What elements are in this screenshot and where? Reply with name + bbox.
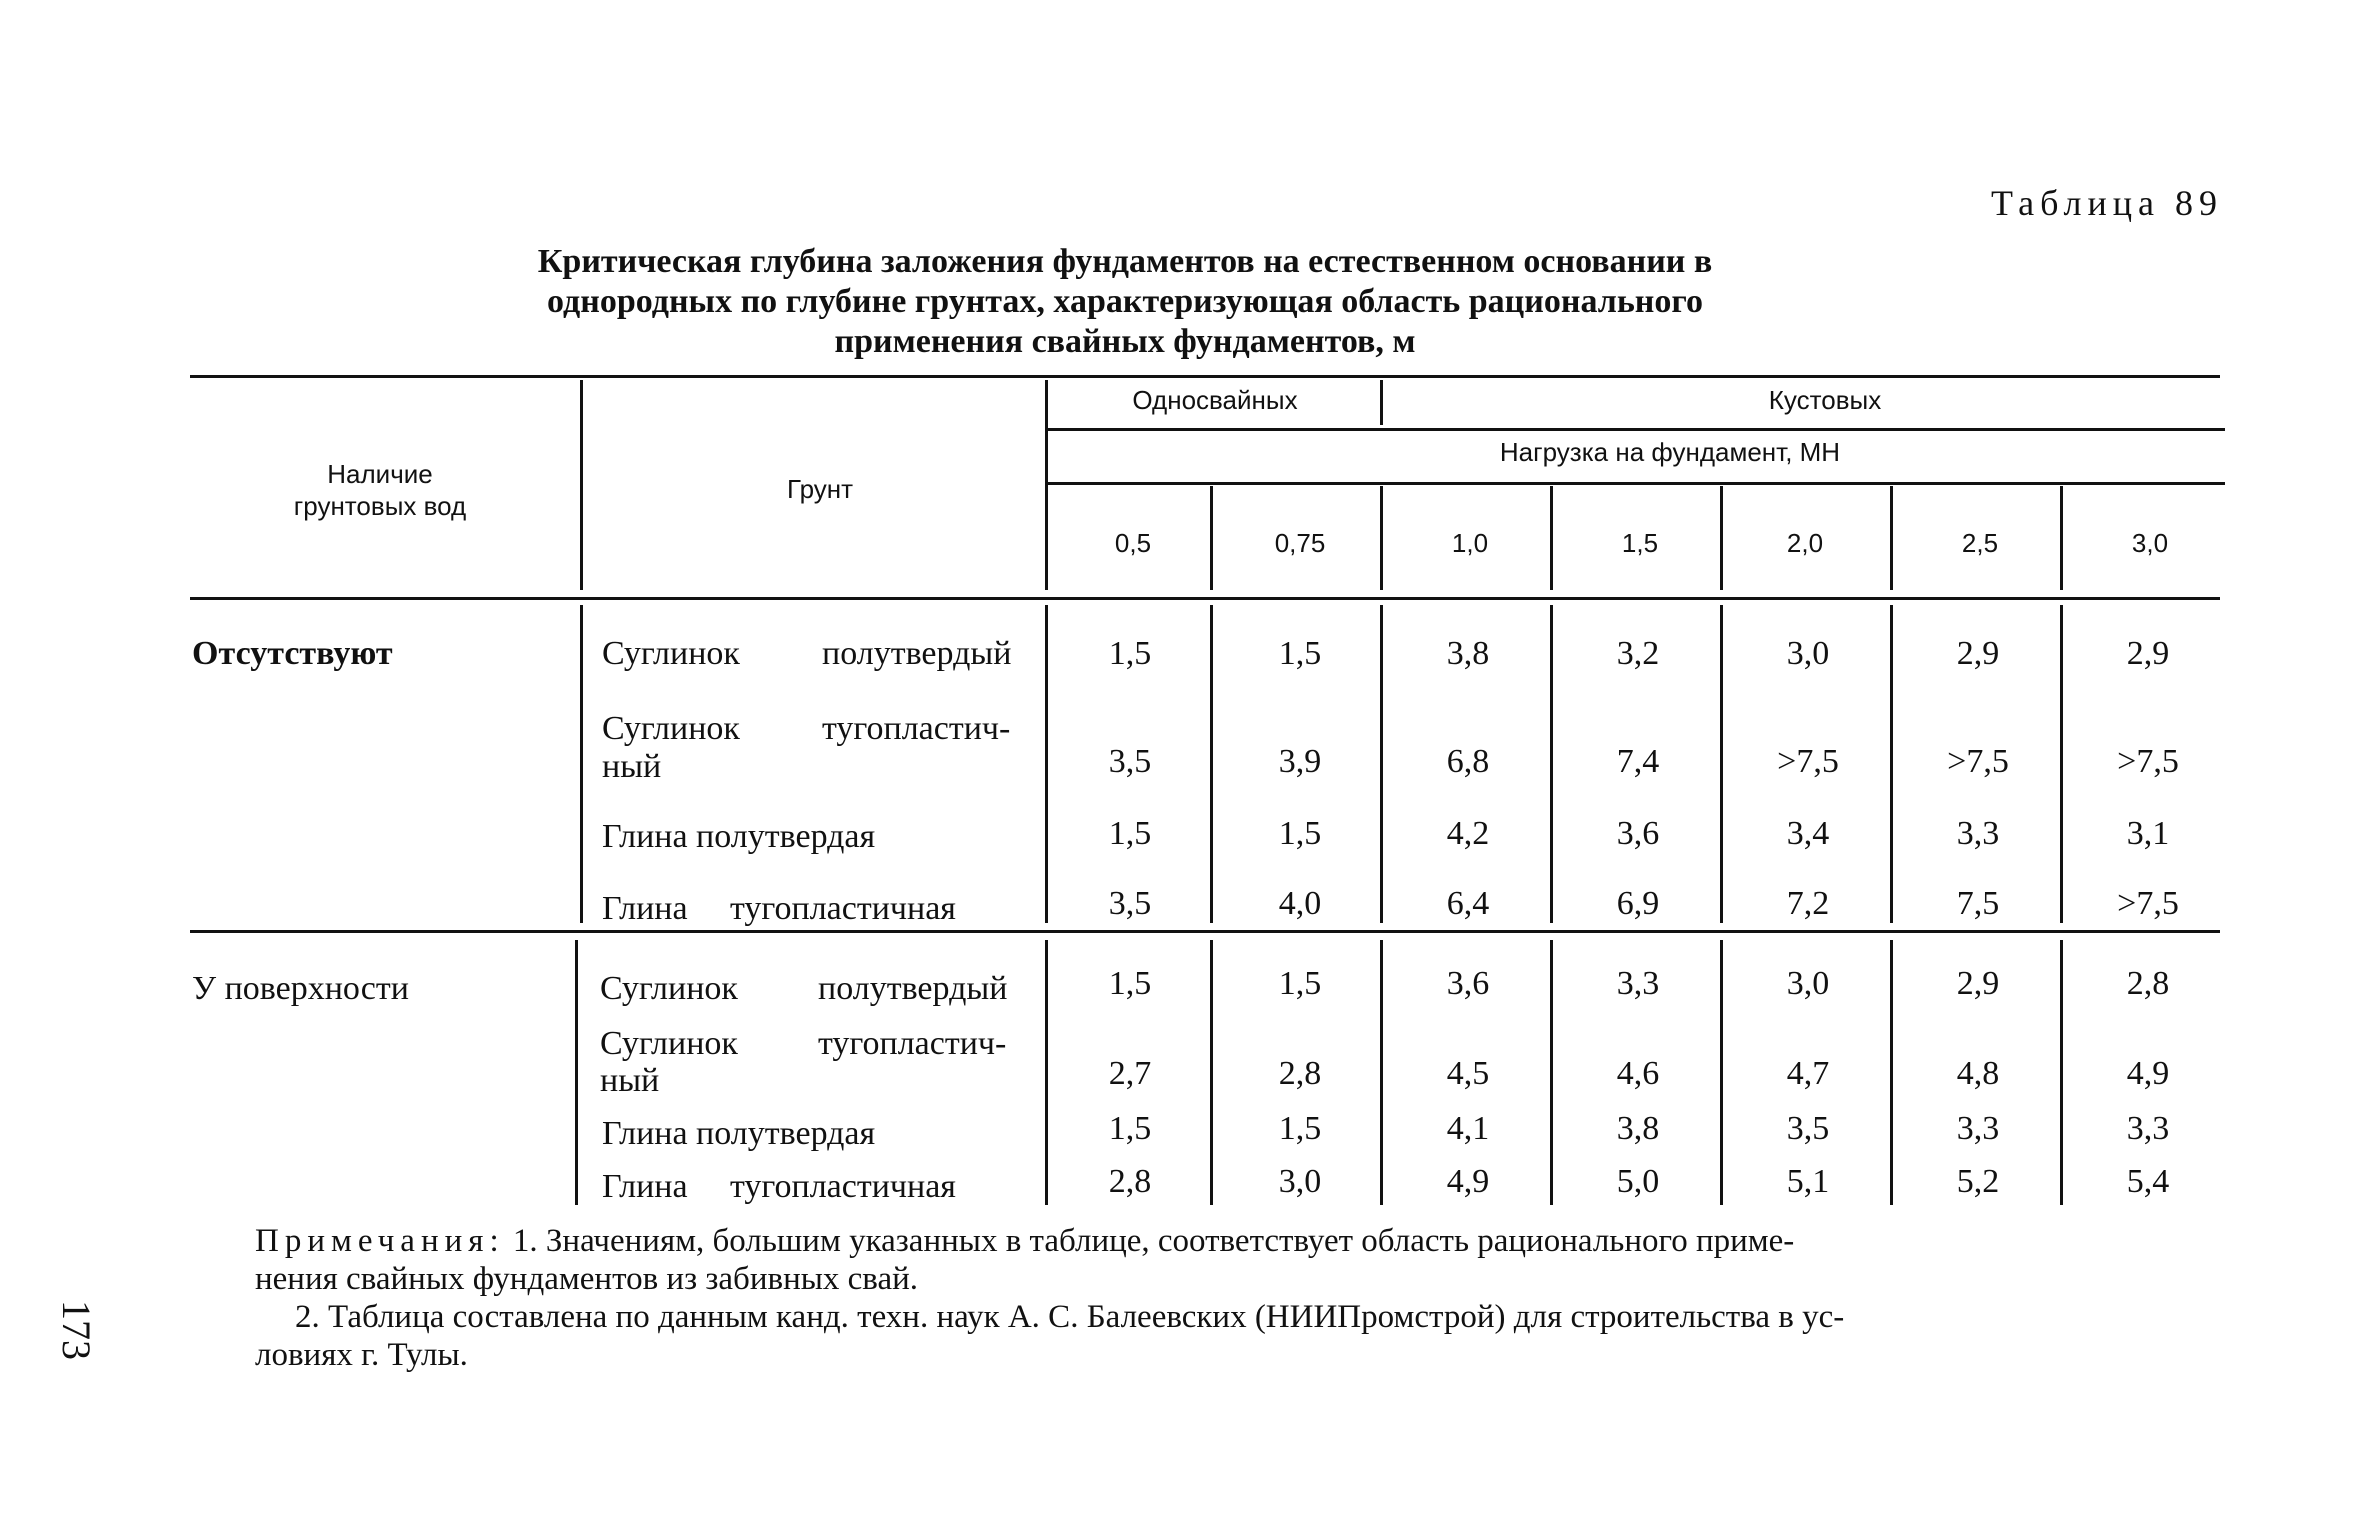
title-line: применения свайных фундаментов, м (834, 323, 1416, 360)
header-vline (1720, 486, 1723, 590)
cell-value: 4,1 (1446, 1110, 1490, 1147)
title-line: Критическая глубина заложения фундаментов на естественном основании в (537, 243, 1713, 280)
cell-value: 3,5 (1786, 1110, 1830, 1147)
note-line: нения свайных фундаментов из забивных свай. (255, 1261, 918, 1297)
body-vline (575, 940, 578, 1205)
group-name: У поверхности (192, 970, 409, 1007)
cell-value: 1,5 (1278, 1110, 1322, 1147)
soil-name: Глина (602, 1168, 688, 1205)
soil-name: Глина полутвердая (602, 818, 876, 855)
body-vline (1045, 605, 1048, 923)
cell-value: 3,1 (2126, 815, 2170, 852)
cell-value: 1,5 (1108, 1110, 1152, 1147)
cell-value: 4,2 (1446, 815, 1490, 852)
header-bottom-rule (190, 597, 2220, 600)
cell-value: 3,3 (2126, 1110, 2170, 1147)
cell-value: >7,5 (1777, 743, 1839, 780)
cell-value: 2,9 (2126, 635, 2170, 672)
header-cluster: Кустовых (1768, 385, 1882, 415)
header-vline (1045, 380, 1048, 590)
header-load-value: 0,75 (1274, 528, 1326, 558)
body-vline (1380, 940, 1383, 1205)
cell-value: 3,2 (1616, 635, 1660, 672)
header-soil: Грунт (786, 474, 854, 504)
cell-value: 3,0 (1278, 1163, 1322, 1200)
cell-value: 4,7 (1786, 1055, 1830, 1092)
header-vline (1210, 486, 1213, 590)
note-line (255, 1222, 2230, 1260)
cell-value: 2,9 (1956, 635, 2000, 672)
body-vline (1720, 940, 1723, 1205)
body-vline (2060, 940, 2063, 1205)
cell-value: 2,8 (1108, 1163, 1152, 1200)
body-vline (1550, 605, 1553, 923)
cell-value: 4,9 (2126, 1055, 2170, 1092)
cell-value: 3,6 (1446, 965, 1490, 1002)
cell-value: 3,0 (1786, 965, 1830, 1002)
cell-value: 6,9 (1616, 885, 1660, 922)
cell-value: 3,8 (1616, 1110, 1660, 1147)
header-load-value: 1,0 (1451, 528, 1489, 558)
header-load-value: 0,5 (1114, 528, 1152, 558)
header-vline (580, 380, 583, 590)
cell-value: 4,6 (1616, 1055, 1660, 1092)
soil-name: тугопластич- (822, 710, 1011, 747)
header-groundwater (230, 458, 530, 522)
soil-name: полутвердый (818, 970, 1008, 1007)
cell-value: 1,5 (1108, 965, 1152, 1002)
soil-name: Суглинок (600, 970, 738, 1007)
header-load: Нагрузка на фундамент, МН (1499, 437, 1841, 467)
cell-value: 3,5 (1108, 743, 1152, 780)
cell-value: >7,5 (2117, 743, 2179, 780)
cell-value: 3,5 (1108, 885, 1152, 922)
soil-name: Суглинок (600, 1025, 738, 1062)
header-groundwater-line: Наличие (327, 459, 433, 489)
header-vline (1380, 486, 1383, 590)
header-load-value: 1,5 (1621, 528, 1659, 558)
header-load-value: 2,5 (1961, 528, 1999, 558)
title-line: однородных по глубине грунтах, характеризующая область рационального (547, 283, 1703, 320)
note-line: 2. Таблица составлена по данным канд. техн. наук А. С. Балеевских (НИИПромстрой) для строительства в ус- (295, 1299, 1845, 1335)
soil-name: Глина (602, 890, 688, 927)
header-groundwater-line: грунтовых вод (293, 491, 467, 521)
header-rule-3 (1045, 482, 2225, 485)
body-vline (1210, 605, 1213, 923)
header-single-pile: Односвайных (1132, 385, 1298, 415)
body-vline (1380, 605, 1383, 923)
soil-name: Суглинок (602, 710, 740, 747)
cell-value: >7,5 (2117, 885, 2179, 922)
cell-value: 2,8 (2126, 965, 2170, 1002)
soil-name: тугопластич- (818, 1025, 1007, 1062)
group-divider-rule (190, 930, 2220, 933)
cell-value: 3,3 (1956, 1110, 2000, 1147)
header-load-value: 2,0 (1786, 528, 1824, 558)
cell-value: 1,5 (1278, 635, 1322, 672)
soil-name: тугопластичная (730, 890, 956, 927)
cell-value: 2,9 (1956, 965, 2000, 1002)
table-number: Таблица 89 (1991, 183, 2223, 223)
cell-value: 6,8 (1446, 743, 1490, 780)
table-top-rule (190, 375, 2220, 378)
header-rule-2 (1045, 428, 2225, 431)
group-name: Отсутствуют (192, 635, 393, 672)
body-vline (1720, 605, 1723, 923)
header-vline (1550, 486, 1553, 590)
cell-value: 1,5 (1278, 815, 1322, 852)
body-vline (1890, 940, 1893, 1205)
cell-value: 3,0 (1786, 635, 1830, 672)
cell-value: 3,3 (1616, 965, 1660, 1002)
cell-value: 5,1 (1786, 1163, 1830, 1200)
cell-value: 2,8 (1278, 1055, 1322, 1092)
page-number: 173 (54, 1300, 99, 1360)
soil-name: ный (600, 1062, 660, 1099)
soil-name: Суглинок (602, 635, 740, 672)
cell-value: 3,9 (1278, 743, 1322, 780)
cell-value: 1,5 (1278, 965, 1322, 1002)
body-vline (2060, 605, 2063, 923)
cell-value: 4,9 (1446, 1163, 1490, 1200)
notes (255, 1222, 2230, 1374)
cell-value: 7,4 (1616, 743, 1660, 780)
notes-label: Примечания: (255, 1223, 505, 1259)
body-vline (1550, 940, 1553, 1205)
cell-value: 1,5 (1108, 815, 1152, 852)
cell-value: 3,4 (1786, 815, 1830, 852)
cell-value: 3,8 (1446, 635, 1490, 672)
note-1-text: 1. Значениям, большим указанных в таблице, соответствует область рационального приме- (512, 1223, 1795, 1259)
cell-value: 2,7 (1108, 1055, 1152, 1092)
cell-value: 3,6 (1616, 815, 1660, 852)
body-vline (580, 605, 583, 923)
soil-name: ный (602, 748, 662, 785)
cell-value: 3,3 (1956, 815, 2000, 852)
cell-value: 5,4 (2126, 1163, 2170, 1200)
cell-value: 5,2 (1956, 1163, 2000, 1200)
body-vline (1890, 605, 1893, 923)
cell-value: 5,0 (1616, 1163, 1660, 1200)
cell-value: 7,2 (1786, 885, 1830, 922)
header-vline (1380, 380, 1383, 425)
header-load-value: 3,0 (2131, 528, 2169, 558)
cell-value: 4,0 (1278, 885, 1322, 922)
soil-name: полутвердый (822, 635, 1012, 672)
soil-name: Глина полутвердая (602, 1115, 876, 1152)
header-vline (1890, 486, 1893, 590)
cell-value: 1,5 (1108, 635, 1152, 672)
header-vline (2060, 486, 2063, 590)
body-vline (1210, 940, 1213, 1205)
table-title (300, 242, 1950, 362)
cell-value: 6,4 (1446, 885, 1490, 922)
cell-value: 4,8 (1956, 1055, 2000, 1092)
soil-name: тугопластичная (730, 1168, 956, 1205)
cell-value: 7,5 (1956, 885, 2000, 922)
note-line: ловиях г. Тулы. (255, 1337, 468, 1373)
body-vline (1045, 940, 1048, 1205)
cell-value: 4,5 (1446, 1055, 1490, 1092)
cell-value: >7,5 (1947, 743, 2009, 780)
